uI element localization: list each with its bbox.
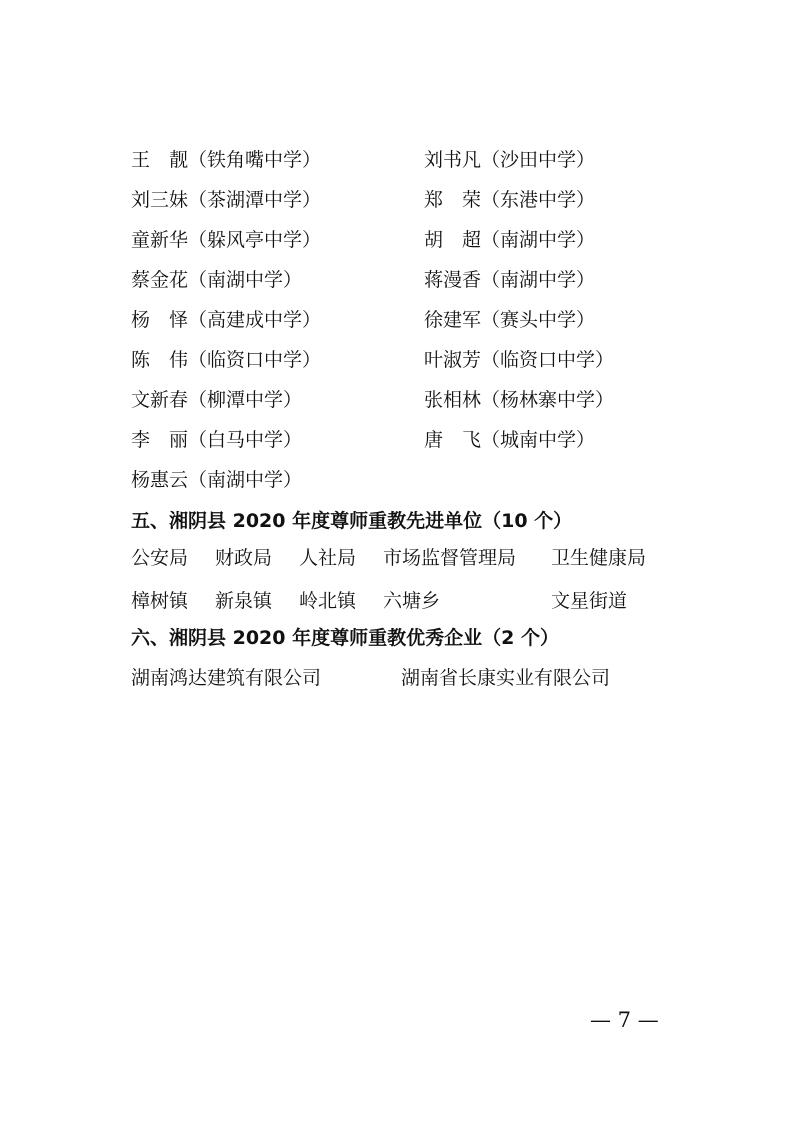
- honoree-name: 蔡金花（南湖中学）: [131, 269, 303, 291]
- unit-name: 新泉镇: [215, 590, 273, 612]
- page-number: — 7 —: [590, 1008, 659, 1032]
- honoree-name: 张相林（杨林寨中学）: [424, 389, 615, 411]
- unit-row: [131, 542, 691, 585]
- honoree-name: 文新春（柳潭中学）: [131, 389, 303, 411]
- honoree-row: [131, 344, 671, 384]
- honoree-name: 陈 伟（临资口中学）: [131, 349, 322, 371]
- honoree-row: [131, 144, 671, 184]
- unit-name: 岭北镇: [299, 590, 357, 612]
- enterprise-name: 湖南鸿达建筑有限公司: [131, 667, 322, 689]
- honoree-name: 刘书凡（沙田中学）: [424, 149, 596, 171]
- unit-name: 六塘乡: [383, 590, 441, 612]
- honoree-name: 蒋漫香（南湖中学）: [424, 269, 596, 291]
- honoree-name: 童新华（躲风亭中学）: [131, 229, 322, 251]
- honoree-name: 李 丽（白马中学）: [131, 429, 303, 451]
- honoree-row: [131, 424, 671, 464]
- honoree-name: 刘三妹（茶湖潭中学）: [131, 189, 322, 211]
- honoree-name: 杨 怿（高建成中学）: [131, 309, 322, 331]
- advanced-units-list: [131, 542, 691, 628]
- honoree-name: 叶淑芳（临资口中学）: [424, 349, 615, 371]
- section-heading-advanced-units: 五、湘阴县 2020 年度尊师重教先进单位（10 个）: [131, 510, 573, 532]
- enterprise-name: 湖南省长康实业有限公司: [401, 667, 611, 689]
- unit-name: 樟树镇: [131, 590, 189, 612]
- honoree-name: 郑 荣（东港中学）: [424, 189, 596, 211]
- honoree-name: 王 靓（铁角嘴中学）: [131, 149, 322, 171]
- honoree-name: 徐建军（赛头中学）: [424, 309, 596, 331]
- honoree-row: [131, 264, 671, 304]
- honoree-row: [131, 464, 671, 504]
- honoree-name: 胡 超（南湖中学）: [424, 229, 596, 251]
- honoree-row: [131, 384, 671, 424]
- honoree-row: [131, 184, 671, 224]
- unit-row: [131, 585, 691, 628]
- honoree-name: 杨惠云（南湖中学）: [131, 469, 303, 491]
- honoree-row: [131, 224, 671, 264]
- unit-name: 卫生健康局: [551, 547, 647, 569]
- honoree-name: 唐 飞（城南中学）: [424, 429, 596, 451]
- unit-name: 市场监督管理局: [383, 547, 517, 569]
- unit-name: 文星街道: [551, 590, 628, 612]
- unit-name: 公安局: [131, 547, 189, 569]
- honoree-row: [131, 304, 671, 344]
- section-heading-excellent-enterprises: 六、湘阴县 2020 年度尊师重教优秀企业（2 个）: [131, 627, 559, 649]
- honoree-list: [131, 144, 671, 504]
- unit-name: 人社局: [299, 547, 357, 569]
- unit-name: 财政局: [215, 547, 273, 569]
